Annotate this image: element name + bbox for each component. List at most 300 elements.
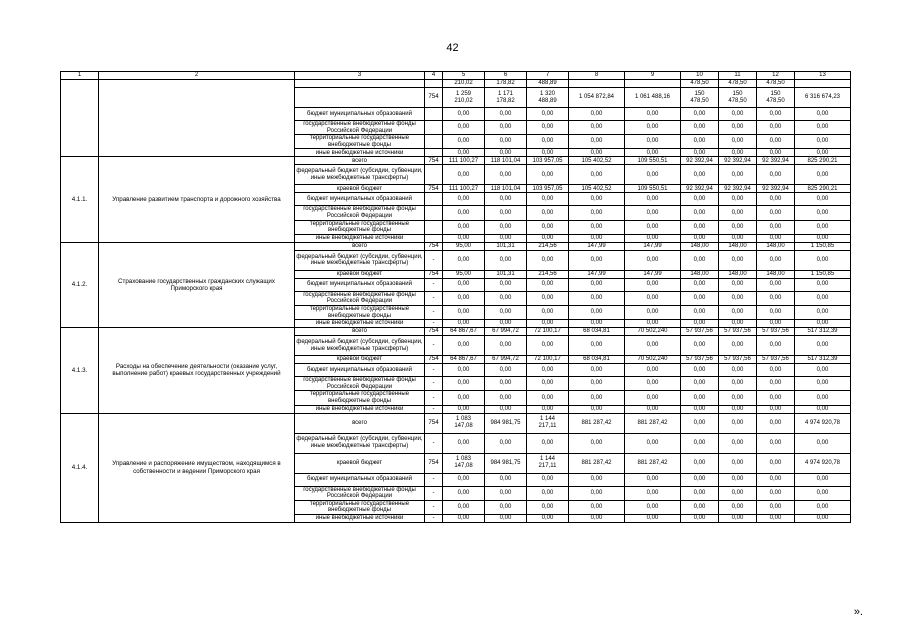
amount-cell: 0,00 bbox=[485, 405, 527, 413]
column-header: 12 bbox=[757, 72, 795, 80]
funding-source-cell: иные внебюджетные источники bbox=[295, 405, 425, 413]
amount-cell: 517 312,39 bbox=[795, 328, 851, 336]
amount-cell: 0,00 bbox=[719, 453, 757, 473]
amount-cell: 0,00 bbox=[719, 364, 757, 377]
amount-cell: 0,00 bbox=[569, 206, 625, 220]
amount-cell: 0,00 bbox=[485, 336, 527, 356]
funding-source-cell: всего bbox=[295, 157, 425, 165]
amount-cell: 0,00 bbox=[757, 336, 795, 356]
amount-cell: 0,00 bbox=[443, 149, 485, 157]
amount-cell: 0,00 bbox=[719, 193, 757, 206]
amount-cell: 0,00 bbox=[443, 364, 485, 377]
amount-cell: 0,00 bbox=[681, 305, 719, 319]
amount-cell: 0,00 bbox=[719, 291, 757, 305]
admin-code-cell bbox=[425, 220, 443, 234]
amount-cell: 109 550,51 bbox=[625, 185, 681, 193]
amount-cell: 0,00 bbox=[719, 206, 757, 220]
amount-cell: 0,00 bbox=[719, 220, 757, 234]
amount-cell: 478,50 bbox=[681, 80, 719, 88]
end-mark: ». bbox=[853, 606, 863, 618]
column-header: 10 bbox=[681, 72, 719, 80]
column-header: 6 bbox=[485, 72, 527, 80]
amount-cell: 148,00 bbox=[719, 242, 757, 250]
admin-code-cell: - bbox=[425, 320, 443, 328]
column-header: 8 bbox=[569, 72, 625, 80]
amount-cell: 0,00 bbox=[527, 135, 569, 149]
amount-cell: 0,00 bbox=[527, 514, 569, 522]
funding-source-cell: иные внебюджетные источники bbox=[295, 149, 425, 157]
amount-cell: 881 287,42 bbox=[625, 453, 681, 473]
amount-cell: 0,00 bbox=[569, 291, 625, 305]
amount-cell: 0,00 bbox=[681, 377, 719, 391]
amount-cell: 0,00 bbox=[795, 305, 851, 319]
table-row bbox=[61, 413, 851, 433]
amount-cell: 0,00 bbox=[757, 413, 795, 433]
amount-cell: 0,00 bbox=[527, 291, 569, 305]
amount-cell: 0,00 bbox=[795, 291, 851, 305]
admin-code-cell: 754 bbox=[425, 328, 443, 336]
admin-code-cell bbox=[425, 149, 443, 157]
admin-code-cell: - bbox=[425, 278, 443, 291]
budget-table bbox=[60, 71, 851, 523]
item-number-cell: 4.1.2. bbox=[61, 242, 99, 327]
funding-source-cell: краевой бюджет bbox=[295, 185, 425, 193]
admin-code-cell: - bbox=[425, 377, 443, 391]
amount-cell: 0,00 bbox=[569, 305, 625, 319]
amount-cell: 0,00 bbox=[569, 278, 625, 291]
amount-cell: 0,00 bbox=[681, 234, 719, 242]
funding-source-cell: бюджет муниципальных образований bbox=[295, 473, 425, 486]
amount-cell: 0,00 bbox=[443, 473, 485, 486]
item-number-cell: 4.1.4. bbox=[61, 413, 99, 522]
amount-cell: 0,00 bbox=[485, 377, 527, 391]
amount-cell: 1 150,85 bbox=[795, 270, 851, 278]
amount-cell: 0,00 bbox=[681, 473, 719, 486]
amount-cell: 0,00 bbox=[795, 193, 851, 206]
amount-cell: 72 100,17 bbox=[527, 356, 569, 364]
admin-code-cell bbox=[425, 80, 443, 88]
amount-cell: 0,00 bbox=[625, 121, 681, 135]
amount-cell: 1 083 147,08 bbox=[443, 453, 485, 473]
amount-cell: 0,00 bbox=[569, 121, 625, 135]
amount-cell: 0,00 bbox=[527, 405, 569, 413]
amount-cell: 0,00 bbox=[719, 336, 757, 356]
amount-cell: 1 061 488,16 bbox=[625, 88, 681, 108]
amount-cell: 0,00 bbox=[443, 377, 485, 391]
item-name-cell: Расходы на обеспечение деятельности (оказание услуг, выполнение работ) краевых государственных учреждений bbox=[99, 328, 295, 413]
admin-code-cell bbox=[425, 165, 443, 185]
funding-source-cell: территориальные государственные внебюджетные фонды bbox=[295, 305, 425, 319]
column-header: 11 bbox=[719, 72, 757, 80]
amount-cell: 0,00 bbox=[681, 453, 719, 473]
amount-cell: 0,00 bbox=[527, 193, 569, 206]
amount-cell: 148,00 bbox=[681, 270, 719, 278]
amount-cell: 0,00 bbox=[625, 234, 681, 242]
amount-cell: 0,00 bbox=[569, 165, 625, 185]
admin-code-cell: - bbox=[425, 486, 443, 500]
funding-source-cell bbox=[295, 88, 425, 108]
amount-cell: 0,00 bbox=[625, 220, 681, 234]
amount-cell: 0,00 bbox=[485, 486, 527, 500]
amount-cell: 0,00 bbox=[795, 135, 851, 149]
amount-cell: 0,00 bbox=[443, 234, 485, 242]
amount-cell: 0,00 bbox=[625, 486, 681, 500]
amount-cell: 1 144 217,11 bbox=[527, 413, 569, 433]
amount-cell: 0,00 bbox=[485, 206, 527, 220]
amount-cell: 111 100,27 bbox=[443, 185, 485, 193]
amount-cell: 67 994,72 bbox=[485, 328, 527, 336]
amount-cell: 68 034,81 bbox=[569, 356, 625, 364]
amount-cell: 881 287,42 bbox=[569, 413, 625, 433]
amount-cell: 0,00 bbox=[569, 405, 625, 413]
amount-cell: 0,00 bbox=[527, 433, 569, 453]
amount-cell: 0,00 bbox=[681, 108, 719, 121]
amount-cell: 0,00 bbox=[795, 320, 851, 328]
amount-cell: 0,00 bbox=[681, 336, 719, 356]
amount-cell: 0,00 bbox=[719, 473, 757, 486]
admin-code-cell: - bbox=[425, 364, 443, 377]
funding-source-cell: краевой бюджет bbox=[295, 356, 425, 364]
amount-cell: 148,00 bbox=[719, 270, 757, 278]
amount-cell: 0,00 bbox=[527, 473, 569, 486]
amount-cell: 1 083 147,08 bbox=[443, 413, 485, 433]
amount-cell: 0,00 bbox=[625, 108, 681, 121]
amount-cell: 0,00 bbox=[757, 486, 795, 500]
amount-cell: 0,00 bbox=[757, 278, 795, 291]
amount-cell: 0,00 bbox=[443, 433, 485, 453]
admin-code-cell: 754 bbox=[425, 356, 443, 364]
amount-cell: 92 392,94 bbox=[757, 157, 795, 165]
amount-cell: 0,00 bbox=[757, 514, 795, 522]
funding-source-cell: государственные внебюджетные фонды Российской Федерации bbox=[295, 377, 425, 391]
amount-cell: 72 100,17 bbox=[527, 328, 569, 336]
amount-cell: 0,00 bbox=[719, 514, 757, 522]
funding-source-cell: краевой бюджет bbox=[295, 453, 425, 473]
table-row bbox=[61, 242, 851, 250]
page-number: 42 bbox=[446, 42, 459, 54]
amount-cell: 0,00 bbox=[719, 278, 757, 291]
amount-cell: 0,00 bbox=[443, 108, 485, 121]
amount-cell: 0,00 bbox=[569, 336, 625, 356]
funding-source-cell: иные внебюджетные источники bbox=[295, 320, 425, 328]
column-header: 7 bbox=[527, 72, 569, 80]
amount-cell: 0,00 bbox=[485, 108, 527, 121]
funding-source-cell: бюджет муниципальных образований bbox=[295, 193, 425, 206]
amount-cell: 0,00 bbox=[485, 193, 527, 206]
amount-cell: 0,00 bbox=[681, 486, 719, 500]
amount-cell: 0,00 bbox=[681, 291, 719, 305]
amount-cell: 0,00 bbox=[527, 336, 569, 356]
amount-cell: 0,00 bbox=[795, 234, 851, 242]
amount-cell: 0,00 bbox=[719, 234, 757, 242]
funding-source-cell: территориальные государственные внебюджетные фонды bbox=[295, 220, 425, 234]
amount-cell: 0,00 bbox=[443, 486, 485, 500]
amount-cell: 0,00 bbox=[569, 220, 625, 234]
amount-cell: 0,00 bbox=[757, 135, 795, 149]
amount-cell: 0,00 bbox=[795, 250, 851, 270]
amount-cell: 0,00 bbox=[795, 486, 851, 500]
funding-source-cell: территориальные государственные внебюджетные фонды bbox=[295, 500, 425, 514]
amount-cell: 92 392,94 bbox=[757, 185, 795, 193]
amount-cell: 0,00 bbox=[625, 320, 681, 328]
funding-source-cell: территориальные государственные внебюджетные фонды bbox=[295, 135, 425, 149]
amount-cell: 0,00 bbox=[719, 405, 757, 413]
column-header: 5 bbox=[443, 72, 485, 80]
admin-code-cell: - bbox=[425, 391, 443, 405]
amount-cell: 0,00 bbox=[625, 206, 681, 220]
column-header: 4 bbox=[425, 72, 443, 80]
amount-cell: 0,00 bbox=[443, 121, 485, 135]
amount-cell: 0,00 bbox=[443, 305, 485, 319]
amount-cell: 0,00 bbox=[757, 320, 795, 328]
funding-source-cell: всего bbox=[295, 413, 425, 433]
amount-cell: 0,00 bbox=[681, 500, 719, 514]
amount-cell: 0,00 bbox=[527, 121, 569, 135]
amount-cell: 1 171 178,82 bbox=[485, 88, 527, 108]
amount-cell: 0,00 bbox=[681, 278, 719, 291]
admin-code-cell: 754 bbox=[425, 413, 443, 433]
amount-cell: 0,00 bbox=[625, 291, 681, 305]
amount-cell: 0,00 bbox=[757, 391, 795, 405]
amount-cell: 150 478,50 bbox=[719, 88, 757, 108]
amount-cell: 148,00 bbox=[681, 242, 719, 250]
amount-cell: 0,00 bbox=[527, 391, 569, 405]
admin-code-cell bbox=[425, 135, 443, 149]
amount-cell: 0,00 bbox=[681, 320, 719, 328]
amount-cell: 0,00 bbox=[681, 149, 719, 157]
amount-cell: 0,00 bbox=[757, 433, 795, 453]
item-number-cell bbox=[61, 80, 99, 157]
funding-source-cell: краевой бюджет bbox=[295, 270, 425, 278]
column-header: 9 bbox=[625, 72, 681, 80]
amount-cell: 0,00 bbox=[569, 473, 625, 486]
funding-source-cell: всего bbox=[295, 328, 425, 336]
amount-cell: 0,00 bbox=[681, 433, 719, 453]
admin-code-cell bbox=[425, 234, 443, 242]
amount-cell: 0,00 bbox=[719, 165, 757, 185]
amount-cell: 0,00 bbox=[757, 149, 795, 157]
amount-cell: 0,00 bbox=[719, 135, 757, 149]
admin-code-cell: 754 bbox=[425, 453, 443, 473]
amount-cell: 0,00 bbox=[757, 206, 795, 220]
amount-cell: 68 034,81 bbox=[569, 328, 625, 336]
table-row bbox=[61, 157, 851, 165]
amount-cell: 0,00 bbox=[719, 121, 757, 135]
amount-cell: 148,00 bbox=[757, 270, 795, 278]
item-name-cell bbox=[99, 80, 295, 157]
amount-cell: 0,00 bbox=[757, 377, 795, 391]
amount-cell: 0,00 bbox=[485, 220, 527, 234]
admin-code-cell bbox=[425, 108, 443, 121]
amount-cell: 0,00 bbox=[443, 500, 485, 514]
amount-cell: 0,00 bbox=[795, 377, 851, 391]
amount-cell: 105 402,52 bbox=[569, 185, 625, 193]
amount-cell: 0,00 bbox=[569, 149, 625, 157]
amount-cell: 0,00 bbox=[443, 514, 485, 522]
amount-cell: 0,00 bbox=[795, 405, 851, 413]
amount-cell: 101,31 bbox=[485, 242, 527, 250]
amount-cell: 881 287,42 bbox=[625, 413, 681, 433]
amount-cell: 0,00 bbox=[719, 305, 757, 319]
amount-cell: 0,00 bbox=[625, 278, 681, 291]
amount-cell: 825 290,21 bbox=[795, 185, 851, 193]
amount-cell: 0,00 bbox=[485, 500, 527, 514]
funding-source-cell: бюджет муниципальных образований bbox=[295, 364, 425, 377]
amount-cell: 0,00 bbox=[527, 377, 569, 391]
amount-cell: 57 937,56 bbox=[681, 328, 719, 336]
amount-cell: 92 392,94 bbox=[719, 185, 757, 193]
amount-cell: 0,00 bbox=[681, 514, 719, 522]
amount-cell: 92 392,94 bbox=[681, 157, 719, 165]
amount-cell: 0,00 bbox=[757, 165, 795, 185]
amount-cell: 0,00 bbox=[625, 135, 681, 149]
amount-cell bbox=[625, 80, 681, 88]
amount-cell: 0,00 bbox=[527, 149, 569, 157]
amount-cell: 0,00 bbox=[719, 250, 757, 270]
amount-cell: 0,00 bbox=[795, 206, 851, 220]
amount-cell: 0,00 bbox=[443, 220, 485, 234]
amount-cell: 0,00 bbox=[443, 250, 485, 270]
column-header: 3 bbox=[295, 72, 425, 80]
amount-cell: 57 937,56 bbox=[719, 356, 757, 364]
amount-cell: 92 392,94 bbox=[719, 157, 757, 165]
column-header: 1 bbox=[61, 72, 99, 80]
amount-cell: 0,00 bbox=[443, 278, 485, 291]
amount-cell: 101,31 bbox=[485, 270, 527, 278]
amount-cell: 147,99 bbox=[625, 270, 681, 278]
admin-code-cell: - bbox=[425, 291, 443, 305]
amount-cell: 214,56 bbox=[527, 270, 569, 278]
column-header: 2 bbox=[99, 72, 295, 80]
amount-cell: 0,00 bbox=[443, 135, 485, 149]
amount-cell: 0,00 bbox=[527, 486, 569, 500]
amount-cell: 0,00 bbox=[681, 250, 719, 270]
amount-cell: 0,00 bbox=[681, 135, 719, 149]
admin-code-cell: - bbox=[425, 250, 443, 270]
amount-cell: 0,00 bbox=[681, 121, 719, 135]
amount-cell: 0,00 bbox=[569, 234, 625, 242]
amount-cell: 0,00 bbox=[485, 121, 527, 135]
amount-cell: 0,00 bbox=[485, 391, 527, 405]
amount-cell: 0,00 bbox=[485, 514, 527, 522]
amount-cell: 0,00 bbox=[757, 405, 795, 413]
amount-cell: 0,00 bbox=[719, 108, 757, 121]
funding-source-cell: федеральный бюджет (субсидии, субвенции, иные межбюджетные трансферты) bbox=[295, 336, 425, 356]
funding-source-cell: иные внебюджетные источники bbox=[295, 234, 425, 242]
admin-code-cell: - bbox=[425, 336, 443, 356]
amount-cell: 0,00 bbox=[681, 206, 719, 220]
amount-cell bbox=[795, 80, 851, 88]
admin-code-cell: 754 bbox=[425, 88, 443, 108]
amount-cell: 4 974 920,78 bbox=[795, 453, 851, 473]
admin-code-cell: 754 bbox=[425, 157, 443, 165]
amount-cell: 0,00 bbox=[681, 364, 719, 377]
amount-cell: 0,00 bbox=[527, 500, 569, 514]
amount-cell: 0,00 bbox=[569, 486, 625, 500]
amount-cell: 150 478,50 bbox=[757, 88, 795, 108]
amount-cell: 0,00 bbox=[719, 413, 757, 433]
column-header: 13 bbox=[795, 72, 851, 80]
funding-source-cell: иные внебюджетные источники bbox=[295, 514, 425, 522]
amount-cell: 150 478,50 bbox=[681, 88, 719, 108]
amount-cell: 825 290,21 bbox=[795, 157, 851, 165]
amount-cell: 0,00 bbox=[527, 320, 569, 328]
amount-cell: 148,00 bbox=[757, 242, 795, 250]
admin-code-cell: 754 bbox=[425, 242, 443, 250]
amount-cell: 0,00 bbox=[569, 500, 625, 514]
amount-cell: 210,02 bbox=[443, 80, 485, 88]
amount-cell: 0,00 bbox=[795, 433, 851, 453]
amount-cell: 0,00 bbox=[625, 149, 681, 157]
amount-cell: 0,00 bbox=[485, 291, 527, 305]
amount-cell: 0,00 bbox=[569, 364, 625, 377]
amount-cell: 0,00 bbox=[569, 433, 625, 453]
amount-cell: 881 287,42 bbox=[569, 453, 625, 473]
amount-cell bbox=[569, 80, 625, 88]
amount-cell: 0,00 bbox=[681, 405, 719, 413]
amount-cell: 0,00 bbox=[485, 234, 527, 242]
amount-cell: 0,00 bbox=[443, 391, 485, 405]
funding-source-cell: государственные внебюджетные фонды Российской Федерации bbox=[295, 291, 425, 305]
amount-cell: 0,00 bbox=[795, 473, 851, 486]
amount-cell: 0,00 bbox=[719, 391, 757, 405]
amount-cell: 1 259 210,02 bbox=[443, 88, 485, 108]
amount-cell: 0,00 bbox=[527, 108, 569, 121]
amount-cell: 0,00 bbox=[625, 193, 681, 206]
amount-cell: 0,00 bbox=[569, 514, 625, 522]
admin-code-cell: - bbox=[425, 500, 443, 514]
amount-cell: 6 316 674,23 bbox=[795, 88, 851, 108]
amount-cell: 1 054 872,84 bbox=[569, 88, 625, 108]
amount-cell: 0,00 bbox=[527, 364, 569, 377]
amount-cell: 0,00 bbox=[795, 278, 851, 291]
amount-cell: 0,00 bbox=[443, 165, 485, 185]
funding-source-cell: федеральный бюджет (субсидии, субвенции, иные межбюджетные трансферты) bbox=[295, 250, 425, 270]
amount-cell: 0,00 bbox=[719, 486, 757, 500]
amount-cell: 147,99 bbox=[625, 242, 681, 250]
budget-table-container bbox=[60, 71, 850, 523]
amount-cell: 147,99 bbox=[569, 270, 625, 278]
admin-code-cell: 754 bbox=[425, 185, 443, 193]
amount-cell: 0,00 bbox=[681, 413, 719, 433]
amount-cell: 0,00 bbox=[569, 108, 625, 121]
amount-cell: 0,00 bbox=[485, 320, 527, 328]
amount-cell: 0,00 bbox=[485, 364, 527, 377]
funding-source-cell: федеральный бюджет (субсидии, субвенции, иные межбюджетные трансферты) bbox=[295, 165, 425, 185]
amount-cell: 0,00 bbox=[485, 433, 527, 453]
header-row bbox=[61, 72, 851, 80]
amount-cell: 1 150,85 bbox=[795, 242, 851, 250]
amount-cell: 0,00 bbox=[625, 165, 681, 185]
amount-cell: 0,00 bbox=[757, 291, 795, 305]
amount-cell: 0,00 bbox=[569, 250, 625, 270]
amount-cell: 214,56 bbox=[527, 242, 569, 250]
amount-cell: 0,00 bbox=[681, 220, 719, 234]
amount-cell: 0,00 bbox=[757, 193, 795, 206]
amount-cell: 0,00 bbox=[719, 320, 757, 328]
amount-cell: 0,00 bbox=[757, 453, 795, 473]
amount-cell: 0,00 bbox=[443, 206, 485, 220]
amount-cell: 0,00 bbox=[757, 121, 795, 135]
funding-source-cell: всего bbox=[295, 242, 425, 250]
amount-cell: 478,50 bbox=[719, 80, 757, 88]
amount-cell: 0,00 bbox=[569, 377, 625, 391]
amount-cell: 0,00 bbox=[527, 278, 569, 291]
funding-source-cell: бюджет муниципальных образований bbox=[295, 278, 425, 291]
amount-cell: 517 312,39 bbox=[795, 356, 851, 364]
amount-cell: 0,00 bbox=[625, 391, 681, 405]
amount-cell: 0,00 bbox=[795, 391, 851, 405]
